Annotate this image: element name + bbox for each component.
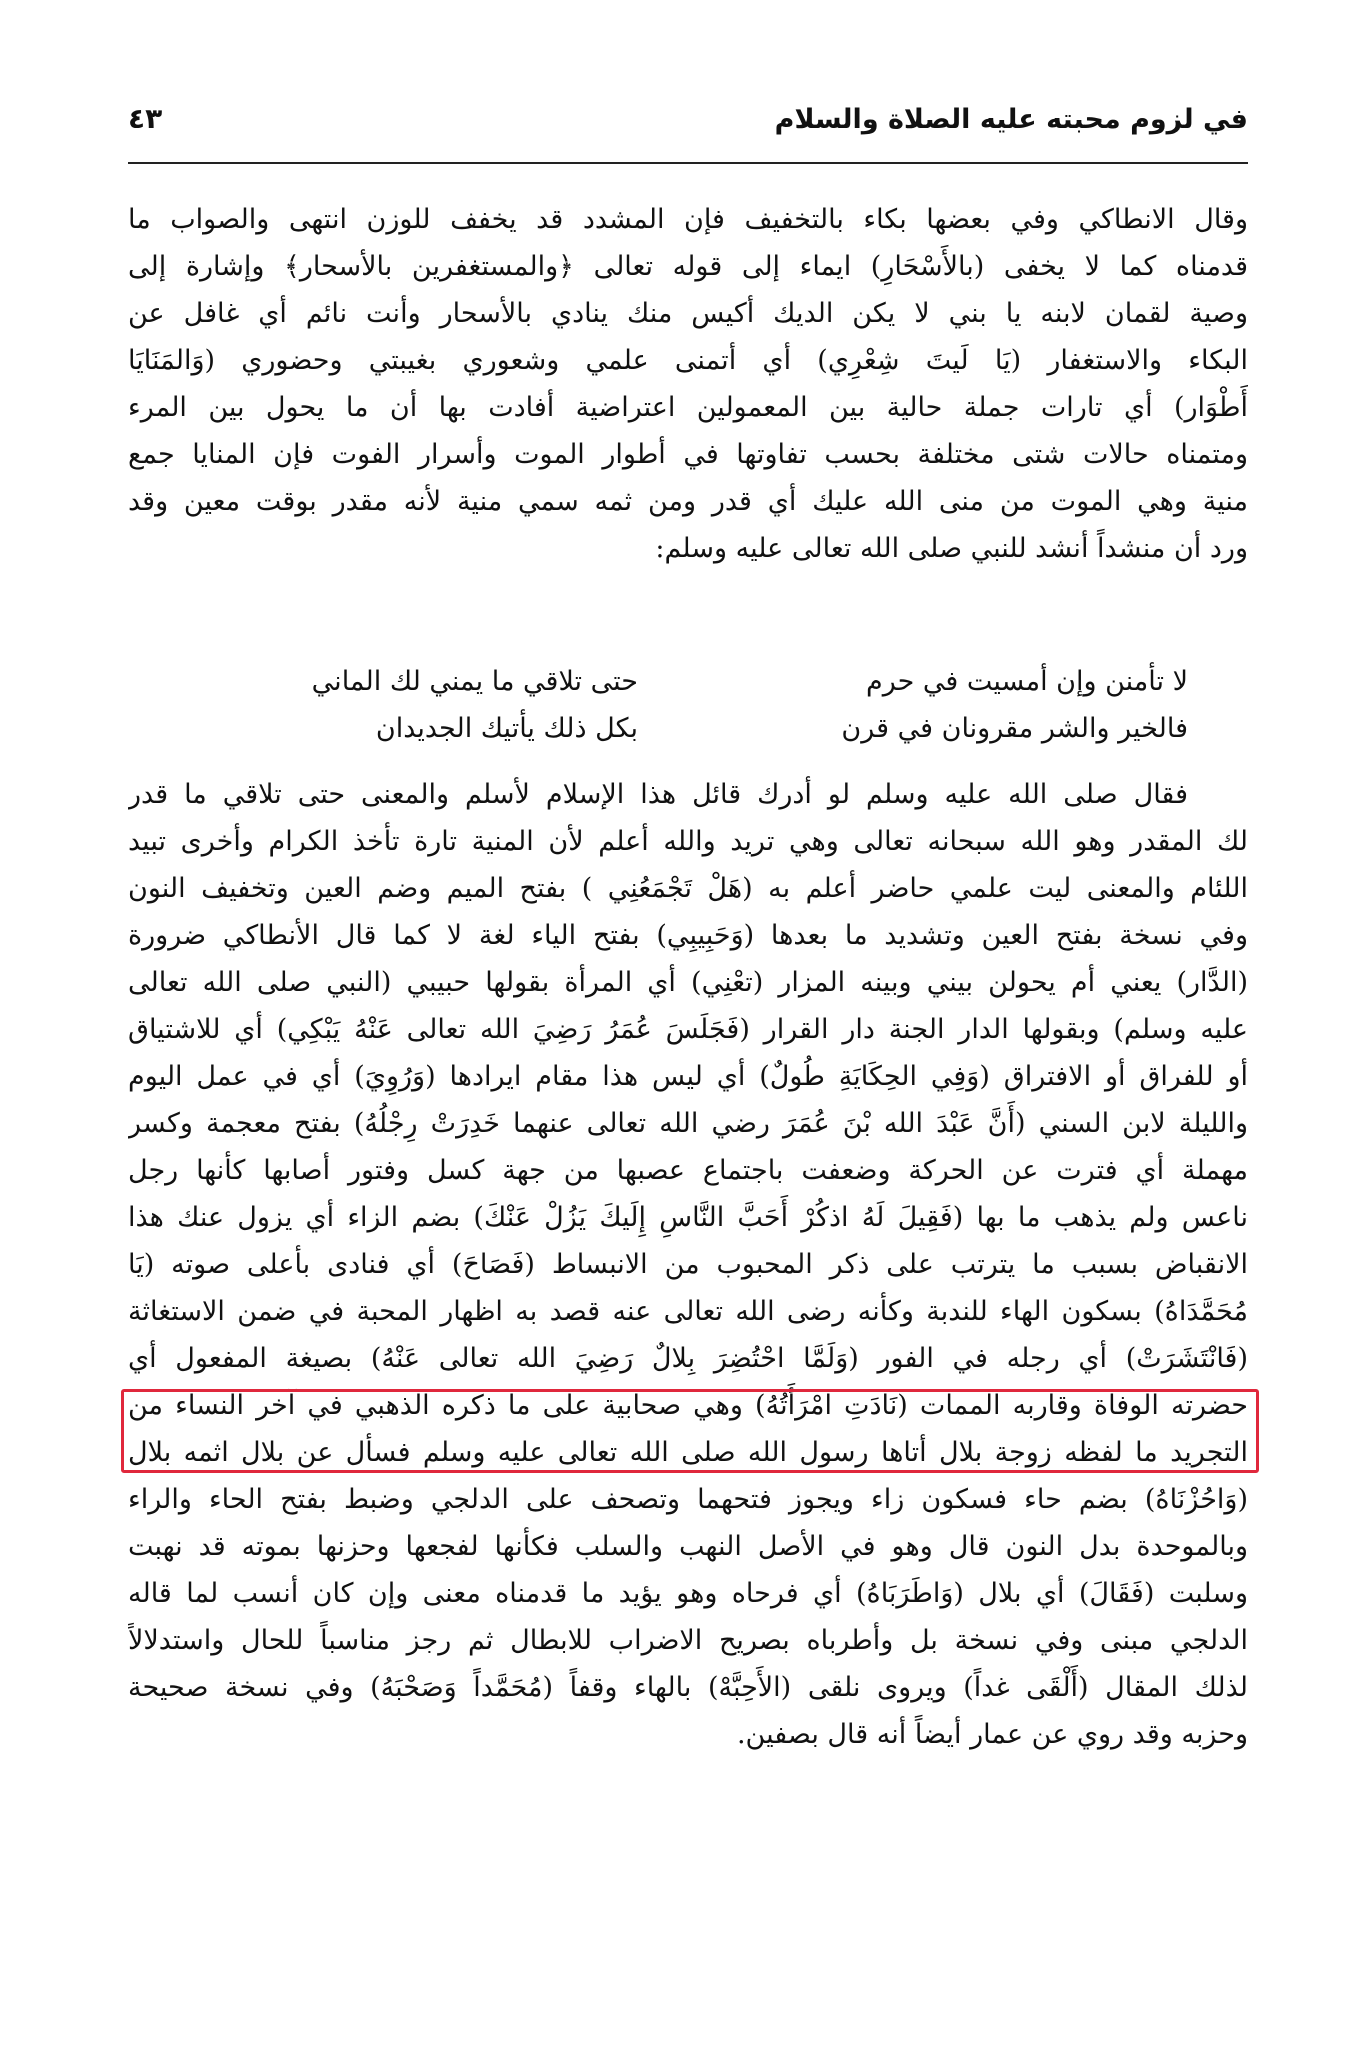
text-line: عليه وسلم) وبقولها الدار الجنة دار القرار (فَجَلَسَ عُمَرُ رَضِيَ الله تعالى عَنْهُ يَبْكِي) أي للاشتياق — [128, 1014, 1248, 1045]
poem-verse — [128, 666, 1248, 713]
text-line: والليلة لابن السني (أَنَّ عَبْدَ الله بْنَ عُمَرَ رضي الله تعالى عنهما خَدِرَتْ رِجْلُهُ) بفتح معجمة وكسر — [128, 1108, 1248, 1139]
text-line: الانقباض بسبب ما يترتب على ذكر المحبوب من الانبساط (فَصَاحَ) أي فنادى بأعلى صوته (يَا — [128, 1249, 1248, 1280]
text-line: أو للفراق أو الافتراق (وَفِي الحِكَايَةِ طُولٌ) أي ليس هذا مقام ايرادها (وَرُوِيَ) أي في عمل اليوم — [128, 1061, 1248, 1092]
text-line: وسلبت (فَقَالَ) أي بلال (وَاطَرَبَاهُ) أي فرحاه وهو يؤيد ما قدمناه معنى وإن كان أنسب لما قاله — [128, 1578, 1248, 1609]
highlighted-text-line: مُحَمَّدَاهُ) بسكون الهاء للندبة وكأنه رضى الله تعالى عنه قصد به اظهار المحبة في ضمن الاستغاثة — [128, 1296, 1248, 1327]
text-line: أَطْوَار) أي تارات جملة حالية بين المعمولين اعتراضية أفادت بها أن ما يحول بين المرء — [128, 392, 1248, 423]
text-line: منية وهي الموت من منى الله عليك أي قدر ومن ثمه سمي منية لأنه مقدر بوقت معين وقد — [128, 486, 1248, 517]
text-line: قدمناه كما لا يخفى (بالأَسْحَارِ) ايماء إلى قوله تعالى ﴿والمستغفرين بالأسحار﴾ وإشارة إلى — [128, 251, 1248, 282]
text-line: وفي نسخة بفتح العين وتشديد ما بعدها (وَحَبِيبِي) بفتح الياء لغة لا كما قال الأنطاكي ضرورة — [128, 920, 1248, 951]
text-line: ورد أن منشداً أنشد للنبي صلى الله تعالى عليه وسلم: — [655, 533, 1248, 564]
paragraph-2 — [128, 771, 1248, 1758]
verse-second-hemistich: حتى تلاقي ما يمني لك الماني — [311, 666, 638, 697]
text-line: حضرته الوفاة وقاربه الممات (نَادَتِ امْرَأَتُهُ) وهي صحابية على ما ذكره الذهبي في آخر النساء من — [128, 1390, 1248, 1421]
verse-second-hemistich: بكل ذلك يأتيك الجديدان — [375, 713, 638, 744]
text-line: اللئام والمعنى ليت علمي حاضر أعلم به (هَلْ تَجْمَعُنِي ) بفتح الميم وضم العين وتخفيف النون — [128, 873, 1248, 904]
text-line: (الدَّار) يعني أم يحولن بيني وبينه المزار (تعْنِي) أي المرأة بقولها حبيبي (النبي صلى الله تعالى — [128, 967, 1248, 998]
text-line: التجريد ما لفظه زوجة بلال أتاها رسول الله صلى الله تعالى عليه وسلم فسأل عن بلال اثمه بلال — [128, 1437, 1248, 1468]
paragraph-1 — [128, 196, 1248, 572]
text-line: لك المقدر وهو الله سبحانه تعالى وهي تريد والله أعلم لأن المنية تارة تأخذ الكرام وأخرى تبيد — [128, 826, 1248, 857]
text-line: لذلك المقال (أَلْقَى غداً) ويروى نلقى (الأَحِبَّهْ) بالهاء وقفاً (مُحَمَّداً وَصَحْبَهُ) وفي نسخة صحيحة — [128, 1672, 1248, 1703]
verse-first-hemistich: لا تأمنن وإن أمسيت في حرم — [865, 666, 1188, 697]
text-line: ناعس ولم يذهب ما بها (فَقِيلَ لَهُ اذكُرْ أَحَبَّ النَّاسِ إِلَيكَ يَزُلْ عَنْكَ) بضم الزاء أي يزول عنك هذا — [128, 1202, 1248, 1233]
highlight-box — [121, 1389, 1259, 1473]
page-header — [128, 96, 1248, 156]
text-line: البكاء والاستغفار (يَا لَيتَ شِعْرِي) أي أتمنى علمي وشعوري بغيبتي وحضوري (وَالمَنَايَا — [128, 345, 1248, 376]
text-line: وبالموحدة بدل النون قال وهو في الأصل النهب والسلب فكأنها لفجعها وحزنها بموته قد نهبت — [128, 1531, 1248, 1562]
text-line: (فَانْتَشَرَتْ) أي رجله في الفور (وَلَمَّا احْتُضِرَ بِلالٌ رَضِيَ الله تعالى عَنْهُ) بصيغة المفعول أي — [128, 1343, 1248, 1374]
header-rule — [128, 162, 1248, 164]
text-line: وصية لقمان لابنه يا بني لا يكن الديك أكيس منك ينادي بالأسحار وأنت نائم أي غافل عن — [128, 298, 1248, 329]
verse-first-hemistich: فالخير والشر مقرونان في قرن — [841, 713, 1188, 744]
page-number: ٤٣ — [128, 102, 163, 135]
text-line: وحزبه وقد روي عن عمار أيضاً أنه قال بصفين. — [736, 1719, 1248, 1750]
text-line: ومتمناه حالات شتى مختلفة بحسب تفاوتها في أطوار الموت وأسرار الفوت فإن المنايا جمع — [128, 439, 1248, 470]
text-line: مهملة أي فترت عن الحركة وضعفت باجتماع عصبها من جهة كسل وفتور أصابها كأنها رجل — [128, 1155, 1248, 1186]
poem-verse — [128, 713, 1248, 760]
text-line: وقال الانطاكي وفي بعضها بكاء بالتخفيف فإن المشدد قد يخفف للوزن انتهى والصواب ما — [128, 204, 1248, 235]
text-line: (وَاحُزْنَاهُ) بضم حاء فسكون زاء ويجوز فتحهما وتصحف على الدلجي وضبط بفتح الحاء والراء — [128, 1484, 1248, 1515]
text-line: فقال صلى الله عليه وسلم لو أدرك قائل هذا الإسلام لأسلم والمعنى حتى تلاقي ما قدر — [128, 779, 1188, 810]
running-title: في لزوم محبته عليه الصلاة والسلام — [774, 104, 1248, 135]
text-line: الدلجي مبنى وفي نسخة بل وأطرباه بصريح الاضراب للابطال ثم رجز مناسباً للحال واستدلالاً — [128, 1625, 1248, 1656]
